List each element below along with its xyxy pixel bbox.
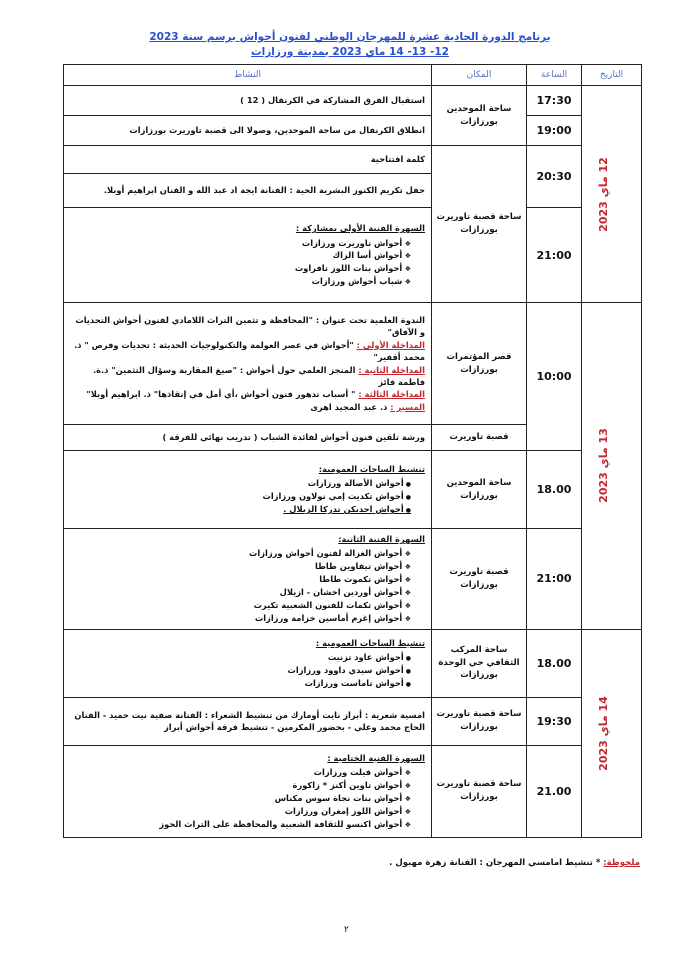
list-item: ❖ أحواش بنات اللوز تافراوت (70, 262, 411, 275)
list-item: ❖ أحواش اللوز إمغران ورزازات (70, 805, 411, 818)
table-row (64, 745, 642, 837)
troupe-list (70, 547, 425, 624)
place-cell: ساحة قصبة تاوريرت بورزازات (432, 146, 527, 303)
time-cell: 17:30 (527, 86, 582, 116)
place-cell: قصبة تاوريرت بورزازات (432, 529, 527, 630)
activity-cell (64, 303, 432, 425)
activity-cell: حفل تكريم الكنوز البشرية الحية : الفنانة ايجة اد عبد الله و الفنان ابراهيم أوبلا. (64, 174, 432, 208)
time-cell: 21:00 (527, 529, 582, 630)
activity-heading: تنشيط الساحات العمومية : (315, 637, 425, 648)
list-item: ❖ شباب أحواش ورزازات (70, 275, 411, 288)
troupe-list (70, 237, 425, 288)
place-cell: ساحة الموحدين بورزازات (432, 451, 527, 529)
list-item: ❖ أحواش بنات نجاة سوس مكناس (70, 792, 411, 805)
activity-cell (64, 629, 432, 697)
list-item: ❖ أحواش إغرم أماسين خزامة ورزازات (70, 612, 411, 625)
list-item: ❖ أحواش أوردين اخشان - ازيلال (70, 586, 411, 599)
table-row (64, 208, 642, 303)
document-title: برنامج الدورة الحادية عشرة للمهرجان الوطني لفنون أحواش برسم سنة 2023 (149, 31, 551, 43)
place-cell: ساحة قصبة تاوريرت بورزازات (432, 697, 527, 745)
activity-heading: السهرة الفنية الأولى بمشاركة : (295, 223, 425, 234)
list-item: ● أحواش اجديكن تدركا الزيلال . (70, 503, 411, 516)
table-row (64, 116, 642, 146)
date-day1: 12 ماي 2023 (582, 86, 642, 303)
list-item: ❖ أحواش فيلت ورزازات (70, 766, 411, 779)
list-item: ● أحواش الأصالة ورزازات (70, 477, 411, 490)
time-cell: 10:00 (527, 303, 582, 451)
place-cell: ساحة قصبة تاوريرت بورزازات (432, 745, 527, 837)
document-subtitle: 12- 13- 14 ماي 2023 بمدينة ورزازات (251, 46, 449, 58)
footnote-text: * تنشيط امامسي المهرجان : الفنانة زهرة مهبول . (389, 858, 601, 868)
time-cell: 19:00 (527, 116, 582, 146)
list-item: ● أحواش سيدي داوود ورزازات (70, 664, 411, 677)
activity-heading: السهرة الفنية الختامية : (327, 752, 425, 763)
table-header-row (64, 65, 642, 86)
list-item: ❖ أحواش تكموت طاطا (70, 573, 411, 586)
troupe-list (70, 766, 425, 830)
footnote (389, 858, 640, 868)
place-cell: ساحة المركب الثقافي حي الوحدة بورزازات (432, 629, 527, 697)
activity-cell: استقبال الفرق المشاركة في الكرنفال ( 12 ) (64, 86, 432, 116)
list-item: ❖ أحواش تاوريرت ورزازات (70, 237, 411, 250)
list-item: ❖ أحواش تكمات للفنون الشعبية تكيرت (70, 599, 411, 612)
time-cell: 19:30 (527, 697, 582, 745)
activity-cell (64, 529, 432, 630)
intervention-3: المداخلة الثالثة : " أسباب تدهور فنون أحواش ،أي أمل في إنقاذها" ذ. ابراهيم أوبلا" (86, 389, 425, 400)
troupe-list (70, 477, 425, 516)
activity-cell (64, 451, 432, 529)
activity-heading: تنشيط الساحات العمومية: (318, 463, 425, 474)
time-cell: 21:00 (527, 208, 582, 303)
table-row (64, 451, 642, 529)
activity-cell: كلمة افتتاحية (64, 146, 432, 174)
header-date: التاريخ (582, 65, 642, 86)
time-cell: 18.00 (527, 629, 582, 697)
activity-cell (64, 745, 432, 837)
list-item: ❖ أحواش تاوين أكنز * زاكورة (70, 779, 411, 792)
symposium-title: الندوة العلمية تحت عنوان : "المحافظة و تثمين التراث اللامادي لفنون أحواش التحديات و الآفاق" (75, 314, 425, 338)
table-row (64, 303, 642, 425)
header-place: المكان (432, 65, 527, 86)
intervention-2: المداخلة الثانية : المنجز العلمي حول أحواش : "صيغ المقاربة وسؤال التثمين" ذ.ة. فاطمة فائز (92, 364, 425, 387)
moderator: المسير : ذ. عبد المجيد اهرى (310, 401, 425, 412)
table-row (64, 146, 642, 174)
place-cell: قصر المؤتمرات بورزازات (432, 303, 527, 425)
troupe-list (70, 651, 425, 690)
list-item: ❖ أحواش اكنسو للثقافة الشعبية والمحافظة على التراث الحوز (70, 818, 411, 831)
list-item: ● أحواش عاود تزنيت (70, 651, 411, 664)
activity-cell (64, 208, 432, 303)
place-cell: قصبة تاوريرت (432, 425, 527, 451)
list-item: ❖ أحواش تيفاوين طاطا (70, 560, 411, 573)
footnote-label: ملحوظة: (603, 858, 640, 868)
table-row (64, 529, 642, 630)
activity-cell: ورشة تلقين فنون أحواش لفائدة الشباب ( تدريب نهائي للفرقة ) (64, 425, 432, 451)
activity-heading: السهرة الفنية الثانية: (338, 534, 425, 544)
time-cell: 21.00 (527, 745, 582, 837)
table-row (64, 697, 642, 745)
list-item: ● أحواش تكديت إمي نولاون ورزازات (70, 490, 411, 503)
table-row (64, 86, 642, 116)
list-item: ❖ أحواش أسا الزاك (70, 249, 411, 262)
program-table (63, 64, 642, 838)
date-day2: 13 ماي 2023 (582, 303, 642, 630)
time-cell: 20:30 (527, 146, 582, 208)
date-day3: 14 ماي 2023 (582, 629, 642, 837)
intervention-1: المداخلة الأولى : "أحواش في عصر العولمة والتكنولوجيات الحديثة : تحديات وفرص " ذ. محمد أقفير" (74, 339, 425, 363)
list-item: ❖ أحواش الغزالة لفنون أحواش ورزازات (70, 547, 411, 560)
activity-cell: انطلاق الكرنفال من ساحة الموحدين، وصولا الى قصبة تاوريرت بورزازات (64, 116, 432, 146)
header-time: الساعة (527, 65, 582, 86)
table-row (64, 629, 642, 697)
page-number: ٢ (344, 925, 349, 935)
time-cell: 18.00 (527, 451, 582, 529)
list-item: ● أحواش تاماست ورزازات (70, 677, 411, 690)
activity-cell: امسية شعرية : أبراز نايت أومارك من تنشيط الشعراء : الفنانة صفية نيت حميد - الفنان الحاج محمد وعلي - بحضور المكرمين - تنشيط فرقة أحواش أبراز (64, 697, 432, 745)
place-cell: ساحة الموحدين بورزازات (432, 86, 527, 146)
header-activity: النشاط (64, 65, 432, 86)
